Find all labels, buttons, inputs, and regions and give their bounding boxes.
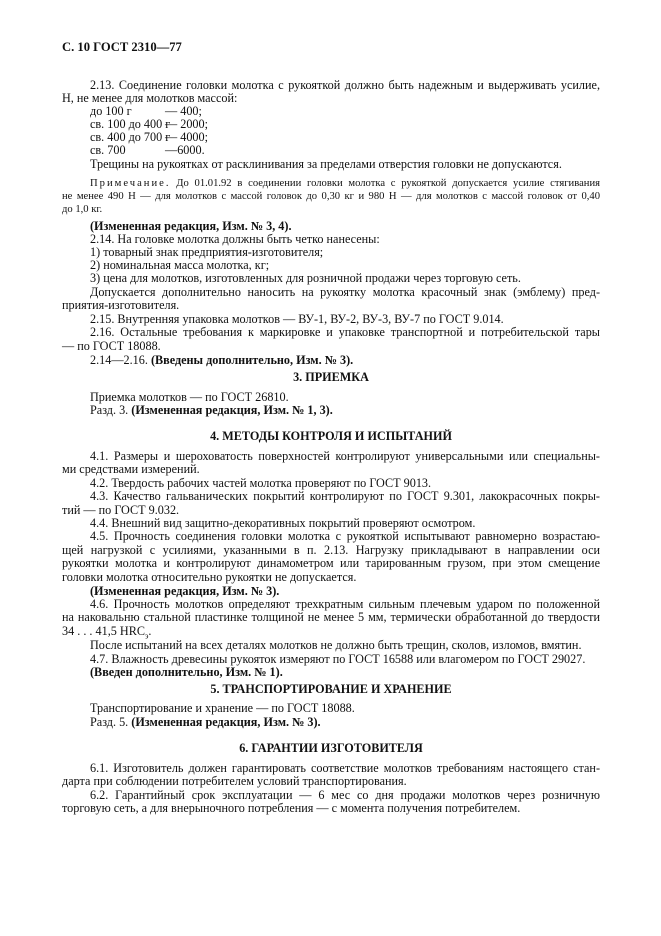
paragraph-4-5: 4.5. Прочность соединения головки молотка с рукояткой испытывают равномерно возрастаю-: [90, 529, 600, 543]
mass-cell: св. 400 до 700 г: [90, 130, 171, 144]
paragraph-2-16: — по ГОСТ 18088.: [62, 339, 161, 353]
note-line: не менее 490 Н — для молотков с массой головок до 0,30 кг и 980 Н — для молотков с массой головок от 0,40: [62, 191, 600, 202]
page-header: С. 10 ГОСТ 2310—77: [62, 40, 182, 54]
section-ref: Разд. 5.: [90, 715, 129, 729]
list-item: 3) цена для молотков, изготовленных для розничной продажи через торговую сеть.: [90, 271, 521, 285]
paragraph-2-13-line: Н, не менее для молотков массой:: [62, 91, 238, 105]
paragraph-2-15: 2.15. Внутренняя упаковка молотков — ВУ-1, ВУ-2, ВУ-3, ВУ-7 по ГОСТ 9.014.: [90, 312, 504, 326]
amendment-note: (Измененная редакция, Изм. № 3).: [90, 584, 280, 598]
amendment-note: (Введен дополнительно, Изм. № 1).: [90, 665, 283, 679]
list-item: 1) товарный знак предприятия-изготовителя;: [90, 245, 324, 259]
list-item: 2) номинальная масса молотка, кг;: [90, 258, 270, 272]
section-4-title: 4. МЕТОДЫ КОНТРОЛЯ И ИСПЫТАНИЙ: [210, 429, 452, 443]
force-cell: —6000.: [165, 143, 205, 157]
amendment-text: (Измененная редакция, Изм. № 1, 3).: [131, 403, 333, 417]
clause-range: 2.14—2.16.: [90, 353, 148, 367]
cracks-text: Трещины на рукоятках от расклинивания за пределами отверстия головки не допускаются.: [90, 157, 562, 171]
mass-cell: св. 100 до 400 г: [90, 117, 171, 131]
period: .: [148, 624, 152, 638]
force-cell: — 400;: [165, 104, 202, 118]
paragraph-4-1: ми средствами измерений.: [62, 462, 200, 476]
paragraph-4-6: 4.6. Прочность молотков определяют трехкратным сильным плечевым ударом по положенной: [90, 597, 600, 611]
paragraph-2-13-line: 2.13. Соединение головки молотка с рукояткой должно быть надежным и выдерживать усилие,: [90, 78, 600, 92]
paragraph-4-5: головки молотка относительно рукоятки не допускается.: [62, 570, 357, 584]
note-line: [62, 177, 600, 190]
section-3-title: 3. ПРИЕМКА: [293, 370, 369, 384]
paragraph-4-3: 4.3. Качество гальванических покрытий контролируют по ГОСТ 9.301, лакокрасочных покры-: [90, 489, 600, 503]
note-line: до 1,0 кг.: [62, 204, 103, 215]
paragraph-4-7: 4.7. Влажность древесины рукояток измеряют по ГОСТ 16588 или влагомером по ГОСТ 29027.: [90, 652, 586, 666]
amendment-note: (Измененная редакция, Изм. № 3, 4).: [90, 219, 292, 233]
note-text: До 01.01.92 в соединении головки молотка с рукояткой допускается усилие стягивания: [176, 178, 600, 189]
hardness-value: 34 . . . 41,5 HRC: [62, 624, 145, 638]
paragraph-4-6: [62, 624, 600, 641]
paragraph-6-1: дарта при соблюдении потребителем условий транспортирования.: [62, 774, 407, 788]
paragraph-4-2: 4.2. Твердость рабочих частей молотка проверяют по ГОСТ 9013.: [90, 476, 432, 490]
mass-cell: св. 700: [90, 143, 126, 157]
amendment-text: (Измененная редакция, Изм. № 3).: [131, 715, 321, 729]
section-5-title: 5. ТРАНСПОРТИРОВАНИЕ И ХРАНЕНИЕ: [210, 682, 452, 696]
amendment-note: [62, 354, 600, 367]
section-3-text: Приемка молотков — по ГОСТ 26810.: [90, 390, 289, 404]
mass-cell: до 100 г: [90, 104, 132, 118]
paragraph-line: Допускается дополнительно наносить на рукоятку молотка красочный знак (эмблему) пред-: [90, 285, 600, 299]
amendment-note: [62, 404, 600, 417]
section-5-text: Транспортирование и хранение — по ГОСТ 18088.: [90, 701, 355, 715]
paragraph-4-3: тий — по ГОСТ 9.032.: [62, 503, 180, 517]
paragraph-2-14: 2.14. На головке молотка должны быть четко нанесены:: [90, 232, 380, 246]
paragraph-6-1: 6.1. Изготовитель должен гарантировать соответствие молотков требованиям настоящего стан-: [90, 761, 600, 775]
note-label: Примечание.: [90, 178, 171, 189]
force-cell: — 4000;: [165, 130, 208, 144]
paragraph-4-5: щей нагрузкой с усилиями, указанными в п. 2.13. Нагрузку прикладывают в направлении оси: [62, 543, 600, 557]
hardness-subscript: э: [144, 631, 149, 641]
table-row: [90, 144, 290, 157]
amendment-text: (Введены дополнительно, Изм. № 3).: [150, 353, 354, 367]
paragraph-4-6: на наковальню стальной пластинке толщиной не менее 5 мм, термически обработанной до твердости: [62, 610, 600, 624]
paragraph-after-tests: После испытаний на всех деталях молотков не должно быть трещин, сколов, изломов, вмятин.: [90, 638, 582, 652]
paragraph-6-2: 6.2. Гарантийный срок эксплуатации — 6 мес со дня продажи молотков через розничную: [90, 788, 600, 802]
paragraph-4-4: 4.4. Внешний вид защитно-декоративных покрытий проверяют осмотром.: [90, 516, 476, 530]
section-6-title: 6. ГАРАНТИИ ИЗГОТОВИТЕЛЯ: [239, 741, 423, 755]
amendment-note: [62, 716, 600, 729]
paragraph-line: приятия-изготовителя.: [62, 298, 180, 312]
paragraph-4-5: рукоятки молотка и контролируют динамометром или тарированным грузом, при этом смещение: [62, 556, 600, 570]
paragraph-2-16: 2.16. Остальные требования к маркировке и упаковке транспортной и потребительской тары: [90, 325, 600, 339]
force-cell: — 2000;: [165, 117, 208, 131]
paragraph-6-2: торговую сеть, а для внерыночного потребления — с момента получения потребителем.: [62, 801, 521, 815]
paragraph-4-1: 4.1. Размеры и шероховатость поверхностей контролируют универсальными или специальны-: [90, 449, 600, 463]
section-ref: Разд. 3.: [90, 403, 129, 417]
